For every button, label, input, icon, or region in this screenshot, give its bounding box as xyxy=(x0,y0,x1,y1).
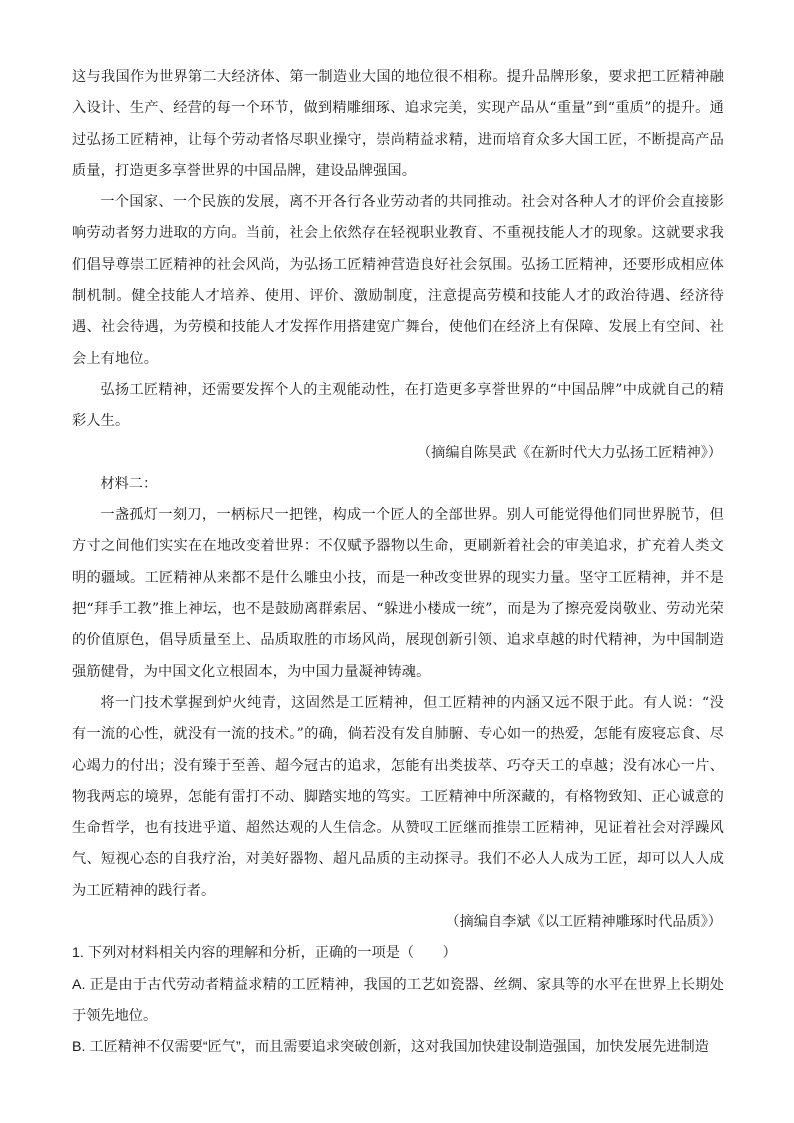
material-2-heading: 材料二： xyxy=(100,475,158,492)
citation-1: （摘编自陈昊武《在新时代大力弘扬工匠精神》） xyxy=(416,444,722,461)
option-b: B. 工匠精神不仅需要“匠气”，而且需要追求突破创新，这对我国加快建设制造强国，加快发展先进制造 xyxy=(72,1039,709,1056)
passage-paragraph-4: 一盏孤灯一刻刀，一柄标尺一把锉，构成一个匠人的全部世界。别人可能觉得他们同世界脱节，但方寸之间他们实实在在地改变着世界：不仅赋予器物以生命，更刷新着社会的审美追求，扩充着人类文明的疆域。工匠精神从来都不是什么雕虫小技，而是一种改变世界的现实力量。坚守工匠精神，并不是把“拜手工教”推上神坛，也不是鼓励离群索居、“躲进小楼成一统”，而是为了擦亮爱岗敬业、劳动光荣的价值原色，倡导质量至上、品质取胜的市场风尚，展现创新引领、追求卓越的时代精神，为中国制造强筋健骨，为中国文化立根固本，为中国力量凝神铸魂。 xyxy=(72,507,724,680)
document-page xyxy=(72,62,724,1064)
citation-2: （摘编自李斌《以工匠精神雕琢时代品质》） xyxy=(445,914,722,931)
passage-paragraph-2: 一个国家、一个民族的发展，离不开各行各业劳动者的共同推动。社会对各种人才的评价会直接影响劳动者努力进取的方向。当前，社会上依然存在轻视职业教育、不重视技能人才的现象。这就要求我们倡导尊崇工匠精神的社会风尚，为弘扬工匠精神营造良好社会氛围。弘扬工匠精神，还要形成相应体制机制。健全技能人才培养、使用、评价、激励制度，注意提高劳模和技能人才的政治待遇、经济待遇、社会待遇，为劳模和技能人才发挥作用搭建宽广舞台，使他们在经济上有保障、发展上有空间、社会上有地位。 xyxy=(72,194,724,367)
passage-paragraph-5: 将一门技术掌握到炉火纯青，这固然是工匠精神，但工匠精神的内涵又远不限于此。有人说：“没有一流的心性，就没有一流的技术。”的确，倘若没有发自肺腑、专心如一的热爱，怎能有废寝忘食、尽心竭力的付出；没有臻于至善、超今冠古的追求，怎能有出类拔萃、巧夺天工的卓越；没有冰心一片、物我两忘的境界，怎能有雷打不动、脚踏实地的笃实。工匠精神中所深藏的，有格物致知、正心诚意的生命哲学，也有技进乎道、超然达观的人生信念。从赞叹工匠继而推崇工匠精神，见证着社会对浮躁风气、短视心态的自我疗治，对美好器物、超凡品质的主动探寻。我们不必人人成为工匠，却可以人人成为工匠精神的践行者。 xyxy=(72,694,724,899)
question-stem: 1. 下列对材料相关内容的理解和分析，正确的一项是（ ） xyxy=(72,945,457,962)
option-a: A. 正是由于古代劳动者精益求精的工匠精神，我国的工艺如瓷器、丝绸、家具等的水平在世界上长期处于领先地位。 xyxy=(72,976,724,1024)
passage-paragraph-1: 这与我国作为世界第二大经济体、第一制造业大国的地位很不相称。提升品牌形象，要求把工匠精神融入设计、生产、经营的每一个环节，做到精雕细琢、追求完美，实现产品从“重量”到“重质”的提升。通过弘扬工匠精神，让每个劳动者恪尽职业操守，崇尚精益求精，进而培育众多大国工匠，不断提高产品质量，打造更多享誉世界的中国品牌，建设品牌强国。 xyxy=(72,69,724,179)
passage-paragraph-3: 弘扬工匠精神，还需要发挥个人的主观能动性，在打造更多享誉世界的“中国品牌”中成就自己的精彩人生。 xyxy=(72,381,724,430)
